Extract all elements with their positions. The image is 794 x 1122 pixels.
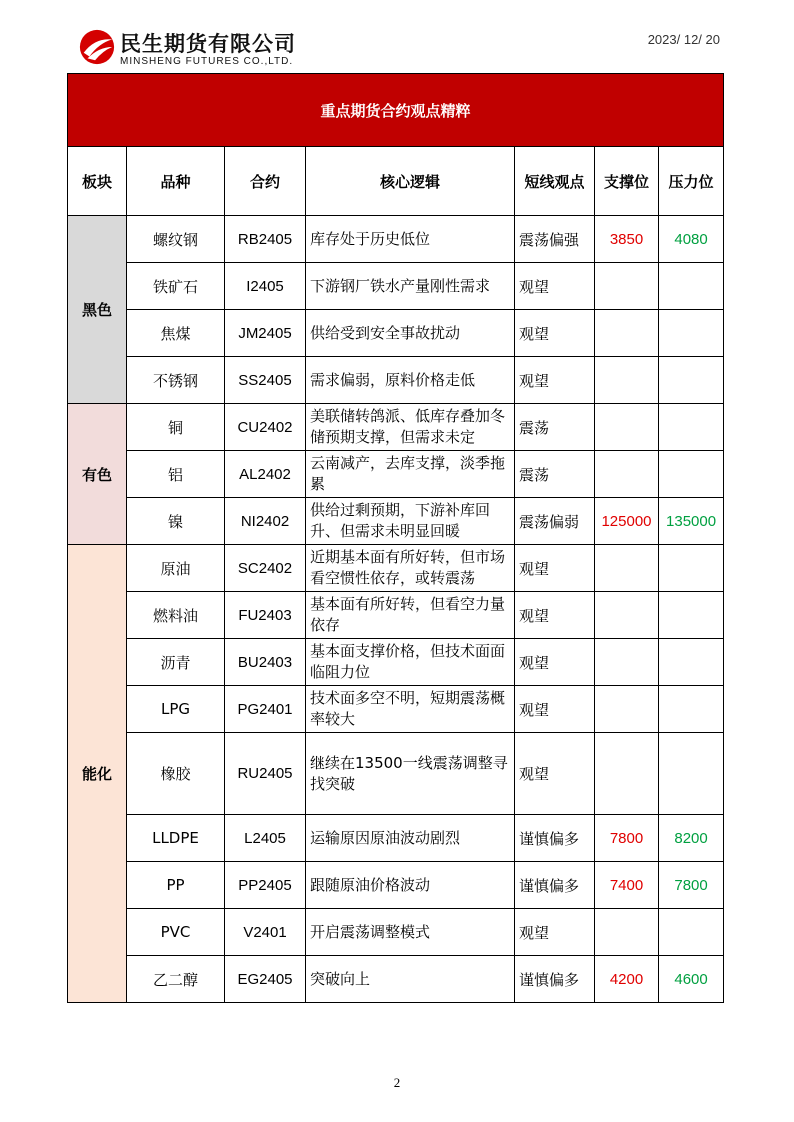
short-view-cell: 震荡 bbox=[515, 451, 595, 498]
short-view-cell: 观望 bbox=[515, 310, 595, 357]
table-row bbox=[68, 498, 724, 545]
support-cell bbox=[595, 592, 659, 639]
table-row bbox=[68, 357, 724, 404]
short-view-cell: 谨慎偏多 bbox=[515, 862, 595, 909]
variety-cell: 原油 bbox=[127, 545, 225, 592]
table-row bbox=[68, 956, 724, 1003]
minsheng-logo-icon bbox=[78, 28, 116, 66]
resistance-cell: 135000 bbox=[659, 498, 724, 545]
variety-cell: 乙二醇 bbox=[127, 956, 225, 1003]
resistance-cell: 7800 bbox=[659, 862, 724, 909]
core-logic-cell: 云南减产，去库支撑，淡季拖累 bbox=[306, 451, 515, 498]
table-row bbox=[68, 545, 724, 592]
variety-cell: 镍 bbox=[127, 498, 225, 545]
variety-cell: PVC bbox=[127, 909, 225, 956]
short-view-cell: 观望 bbox=[515, 357, 595, 404]
core-logic-cell: 技术面多空不明，短期震荡概率较大 bbox=[306, 686, 515, 733]
core-logic-cell: 下游钢厂铁水产量刚性需求 bbox=[306, 263, 515, 310]
support-cell bbox=[595, 545, 659, 592]
col-contract: 合约 bbox=[225, 147, 306, 216]
page-number: 2 bbox=[393, 1075, 401, 1090]
table-row bbox=[68, 592, 724, 639]
core-logic-cell: 运输原因原油波动剧烈 bbox=[306, 815, 515, 862]
variety-cell: 沥青 bbox=[127, 639, 225, 686]
sector-cell: 能化 bbox=[68, 545, 127, 1003]
support-cell bbox=[595, 310, 659, 357]
support-cell bbox=[595, 451, 659, 498]
core-logic-cell: 供给过剩预期，下游补库回升、但需求未明显回暖 bbox=[306, 498, 515, 545]
variety-cell: 铜 bbox=[127, 404, 225, 451]
contract-cell: BU2403 bbox=[225, 639, 306, 686]
contract-cell: V2401 bbox=[225, 909, 306, 956]
short-view-cell: 震荡偏弱 bbox=[515, 498, 595, 545]
variety-cell: 焦煤 bbox=[127, 310, 225, 357]
short-view-cell: 观望 bbox=[515, 686, 595, 733]
table-row bbox=[68, 216, 724, 263]
short-view-cell: 震荡 bbox=[515, 404, 595, 451]
table-row bbox=[68, 310, 724, 357]
short-view-cell: 观望 bbox=[515, 263, 595, 310]
table-row bbox=[68, 404, 724, 451]
short-view-cell: 谨慎偏多 bbox=[515, 815, 595, 862]
core-logic-cell: 美联储转鸽派、低库存叠加冬储预期支撑，但需求未定 bbox=[306, 404, 515, 451]
variety-cell: 铝 bbox=[127, 451, 225, 498]
resistance-cell bbox=[659, 733, 724, 815]
core-logic-cell: 需求偏弱，原料价格走低 bbox=[306, 357, 515, 404]
variety-cell: LLDPE bbox=[127, 815, 225, 862]
core-logic-cell: 突破向上 bbox=[306, 956, 515, 1003]
core-logic-cell: 近期基本面有所好转，但市场看空惯性依存，或转震荡 bbox=[306, 545, 515, 592]
short-view-cell: 观望 bbox=[515, 909, 595, 956]
contract-cell: RB2405 bbox=[225, 216, 306, 263]
short-view-cell: 震荡偏强 bbox=[515, 216, 595, 263]
col-resistance: 压力位 bbox=[659, 147, 724, 216]
contract-cell: PG2401 bbox=[225, 686, 306, 733]
variety-cell: LPG bbox=[127, 686, 225, 733]
table-row bbox=[68, 639, 724, 686]
futures-views-table bbox=[67, 73, 724, 1003]
short-view-cell: 观望 bbox=[515, 545, 595, 592]
col-sector: 板块 bbox=[68, 147, 127, 216]
contract-cell: L2405 bbox=[225, 815, 306, 862]
col-short-view: 短线观点 bbox=[515, 147, 595, 216]
variety-cell: 橡胶 bbox=[127, 733, 225, 815]
contract-cell: JM2405 bbox=[225, 310, 306, 357]
support-cell bbox=[595, 733, 659, 815]
variety-cell: 螺纹钢 bbox=[127, 216, 225, 263]
core-logic-cell: 供给受到安全事故扰动 bbox=[306, 310, 515, 357]
resistance-cell bbox=[659, 545, 724, 592]
resistance-cell bbox=[659, 357, 724, 404]
resistance-cell bbox=[659, 310, 724, 357]
table-title: 重点期货合约观点精粹 bbox=[68, 74, 724, 147]
support-cell bbox=[595, 686, 659, 733]
variety-cell: 铁矿石 bbox=[127, 263, 225, 310]
table-row bbox=[68, 815, 724, 862]
support-cell: 7800 bbox=[595, 815, 659, 862]
core-logic-cell: 开启震荡调整模式 bbox=[306, 909, 515, 956]
core-logic-cell: 跟随原油价格波动 bbox=[306, 862, 515, 909]
resistance-cell: 4600 bbox=[659, 956, 724, 1003]
support-cell bbox=[595, 404, 659, 451]
support-cell: 3850 bbox=[595, 216, 659, 263]
support-cell bbox=[595, 357, 659, 404]
short-view-cell: 谨慎偏多 bbox=[515, 956, 595, 1003]
contract-cell: NI2402 bbox=[225, 498, 306, 545]
page-header bbox=[78, 26, 728, 72]
resistance-cell bbox=[659, 909, 724, 956]
core-logic-cell: 继续在13500一线震荡调整寻找突破 bbox=[306, 733, 515, 815]
support-cell bbox=[595, 909, 659, 956]
core-logic-cell: 库存处于历史低位 bbox=[306, 216, 515, 263]
resistance-cell bbox=[659, 263, 724, 310]
core-logic-cell: 基本面有所好转，但看空力量依存 bbox=[306, 592, 515, 639]
resistance-cell: 8200 bbox=[659, 815, 724, 862]
table-row bbox=[68, 862, 724, 909]
resistance-cell: 4080 bbox=[659, 216, 724, 263]
company-name-cn: 民生期货有限公司 bbox=[120, 32, 296, 56]
sector-cell: 黑色 bbox=[68, 216, 127, 404]
short-view-cell: 观望 bbox=[515, 733, 595, 815]
support-cell bbox=[595, 639, 659, 686]
table-row bbox=[68, 451, 724, 498]
table-row bbox=[68, 909, 724, 956]
short-view-cell: 观望 bbox=[515, 639, 595, 686]
contract-cell: SC2402 bbox=[225, 545, 306, 592]
support-cell bbox=[595, 263, 659, 310]
company-name-en: MINSHENG FUTURES CO.,LTD. bbox=[120, 56, 294, 67]
variety-cell: 不锈钢 bbox=[127, 357, 225, 404]
variety-cell: PP bbox=[127, 862, 225, 909]
support-cell: 7400 bbox=[595, 862, 659, 909]
core-logic-cell: 基本面支撑价格，但技术面面临阻力位 bbox=[306, 639, 515, 686]
contract-cell: FU2403 bbox=[225, 592, 306, 639]
table-row bbox=[68, 733, 724, 815]
table-row bbox=[68, 263, 724, 310]
col-variety: 品种 bbox=[127, 147, 225, 216]
contract-cell: SS2405 bbox=[225, 357, 306, 404]
contract-cell: EG2405 bbox=[225, 956, 306, 1003]
col-core-logic: 核心逻辑 bbox=[306, 147, 515, 216]
resistance-cell bbox=[659, 639, 724, 686]
support-cell: 4200 bbox=[595, 956, 659, 1003]
contract-cell: AL2402 bbox=[225, 451, 306, 498]
resistance-cell bbox=[659, 451, 724, 498]
support-cell: 125000 bbox=[595, 498, 659, 545]
resistance-cell bbox=[659, 592, 724, 639]
contract-cell: I2405 bbox=[225, 263, 306, 310]
col-support: 支撑位 bbox=[595, 147, 659, 216]
table-row bbox=[68, 686, 724, 733]
sector-cell: 有色 bbox=[68, 404, 127, 545]
variety-cell: 燃料油 bbox=[127, 592, 225, 639]
resistance-cell bbox=[659, 686, 724, 733]
report-date: 2023/ 12/ 20 bbox=[647, 32, 720, 47]
contract-cell: PP2405 bbox=[225, 862, 306, 909]
resistance-cell bbox=[659, 404, 724, 451]
contract-cell: RU2405 bbox=[225, 733, 306, 815]
short-view-cell: 观望 bbox=[515, 592, 595, 639]
contract-cell: CU2402 bbox=[225, 404, 306, 451]
